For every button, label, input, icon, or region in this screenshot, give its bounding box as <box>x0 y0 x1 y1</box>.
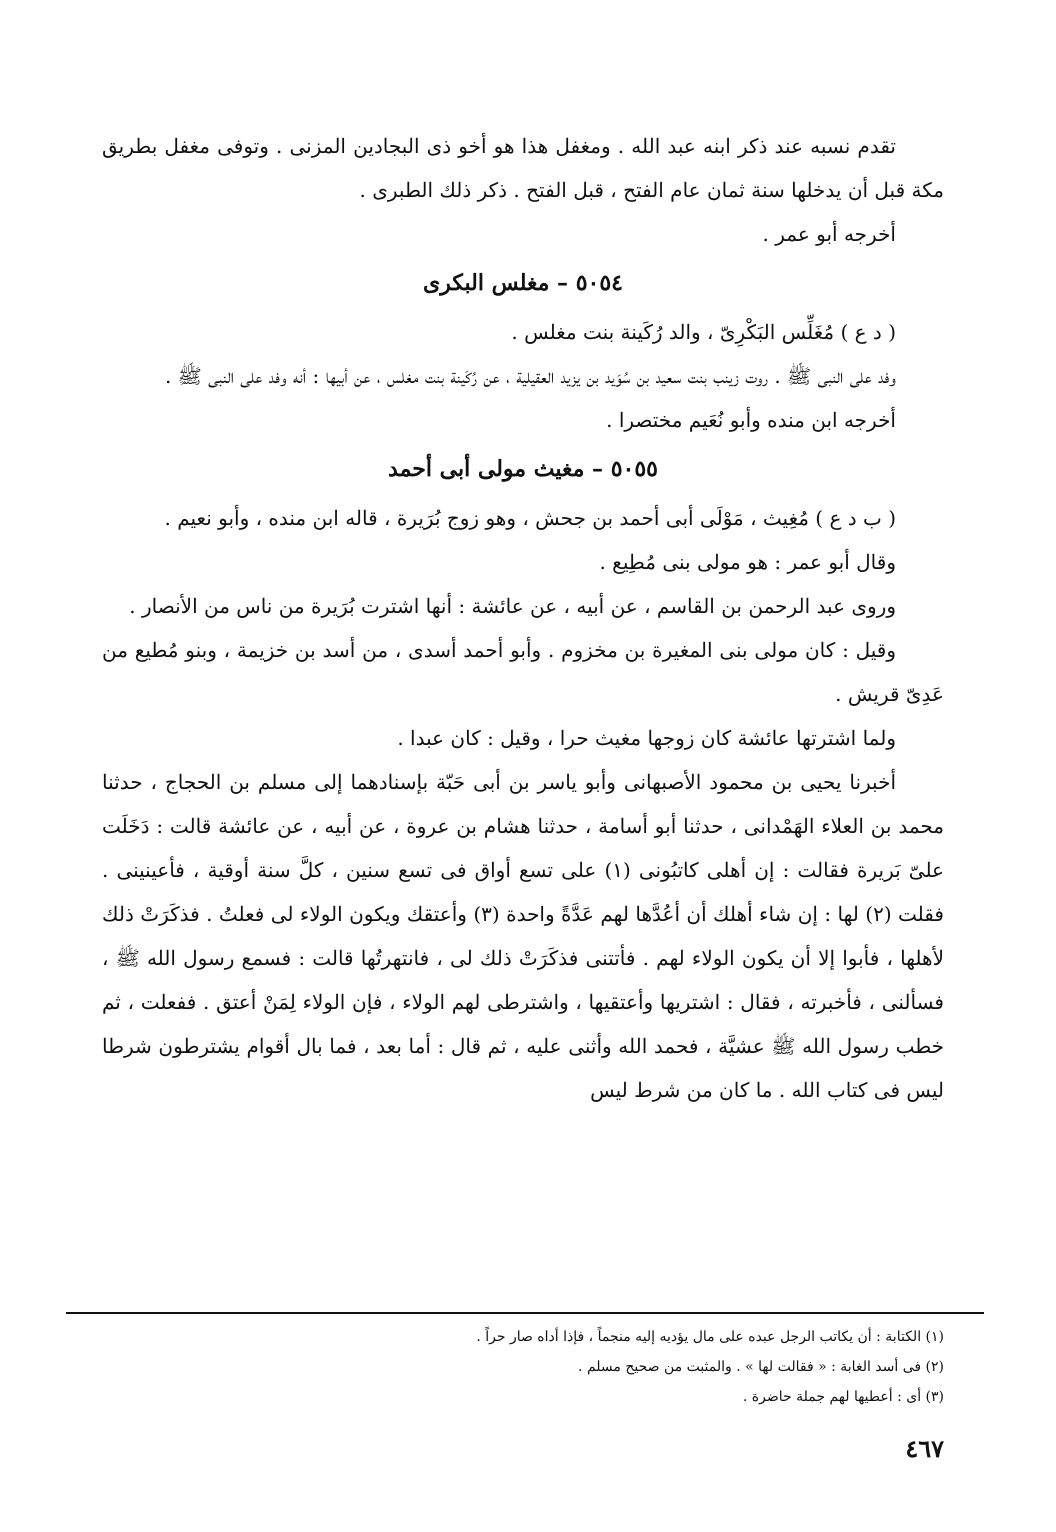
paragraph: ( ب د ع ) مُغِيث ، مَوْلَى أبى أحمد بن جحش ، وهو زوج بُرَيرة ، قاله ابن منده ، وأبو نعيم . <box>164 506 896 530</box>
footnote: (١) الكتابة : أن يكاتب الرجل عبده على مال يؤديه إليه منجماً ، فإذا أداه صار حراً . <box>476 1329 944 1345</box>
paragraph: وروى عبد الرحمن بن القاسم ، عن أبيه ، عن عائشة : أنها اشترت بُرَيرة من ناس من الأنصار . <box>129 594 896 618</box>
footnote: (٣) أى : أعطيها لهم جملة حاضرة . <box>742 1389 944 1405</box>
entry-heading: ٥٠٥٥ – مغيث مولى أبى أحمد <box>388 456 658 482</box>
footnote-divider <box>66 1312 984 1314</box>
paragraph: وفد على النبى ﷺ . روت زينب بنت سعيد بن سُوَيد بن يزيد العقيلية ، عن رُكَينة بنت مغلس ، عن أبيها : أنه وفد على النبى ﷺ . <box>164 364 896 388</box>
main-text <box>102 124 944 1112</box>
paragraph: ( د ع ) مُغَلِّس البَكْرِىّ ، والد رُكَينة بنت مغلس . <box>511 320 896 344</box>
paragraph: أخرجه ابن منده وأبو نُعَيم مختصرا . <box>606 408 896 432</box>
paragraph: وقال أبو عمر : هو مولى بنى مُطِيع . <box>599 550 896 574</box>
entry-heading: ٥٠٥٤ – مغلس البكرى <box>423 270 623 296</box>
paragraph: تقدم نسبه عند ذكر ابنه عبد الله . ومغفل هذا هو أخو ذى البجادين المزنى . وتوفى مغفل بطريق مكة قبل أن يدخلها سنة ثمان عام الفتح ، قبل الفتح . ذكر ذلك الطبرى . <box>102 134 944 202</box>
paragraph: أخرجه أبو عمر . <box>762 222 896 246</box>
paragraph: أخبرنا يحيى بن محمود الأصبهانى وأبو ياسر بن أبى حَبّة بإسنادهما إلى مسلم بن الحجاج ، حدثنا محمد بن العلاء الهَمْدانى ، حدثنا أبو أسامة ، حدثنا هشام بن عروة ، عن أبيه ، عن عائشة قالت : دَخَلَت علىّ بَريرة فقالت : إن أهلى كاتبُونى (١) على تسع أواق فى تسع سنين ، كلَّ سنة أوقية ، فأعينينى . فقلت (٢) لها : إن شاء أهلك أن أعُدَّها لهم عَدَّةً واحدة (٣) وأعتقك ويكون الولاء لى فعلتُ . فذكَرَتْ ذلك لأهلها ، فأبوا إلا أن يكون الولاء لهم . فأتتنى فذكَرَتْ ذلك لى ، فانتهرتُها قالت : فسمع رسول الله ﷺ ، فسألنى ، فأخبرته ، فقال : اشتريها وأعتقيها ، واشترطى لهم الولاء ، فإن الولاء لِمَنْ أعتق . ففعلت ، ثم خطب رسول الله ﷺ عشيَّة ، فحمد الله وأثنى عليه ، ثم قال : أما بعد ، فما بال أقوام يشترطون شرطا ليس فى كتاب الله . ما كان من شرط ليس <box>102 770 945 1102</box>
footnotes <box>102 1322 944 1412</box>
page-number: ٤٦٧ <box>905 1434 944 1463</box>
paragraph: ولما اشترتها عائشة كان زوجها مغيث حرا ، وقيل : كان عبدا . <box>397 726 896 750</box>
paragraph: وقيل : كان مولى بنى المغيرة بن مخزوم . وأبو أحمد أسدى ، من أسد بن خزيمة ، وبنو مُطيع من عَدِىّ قريش . <box>102 638 944 706</box>
footnote: (٢) فى أسد الغابة : « فقالت لها » . والمثبت من صحيح مسلم . <box>578 1359 944 1375</box>
